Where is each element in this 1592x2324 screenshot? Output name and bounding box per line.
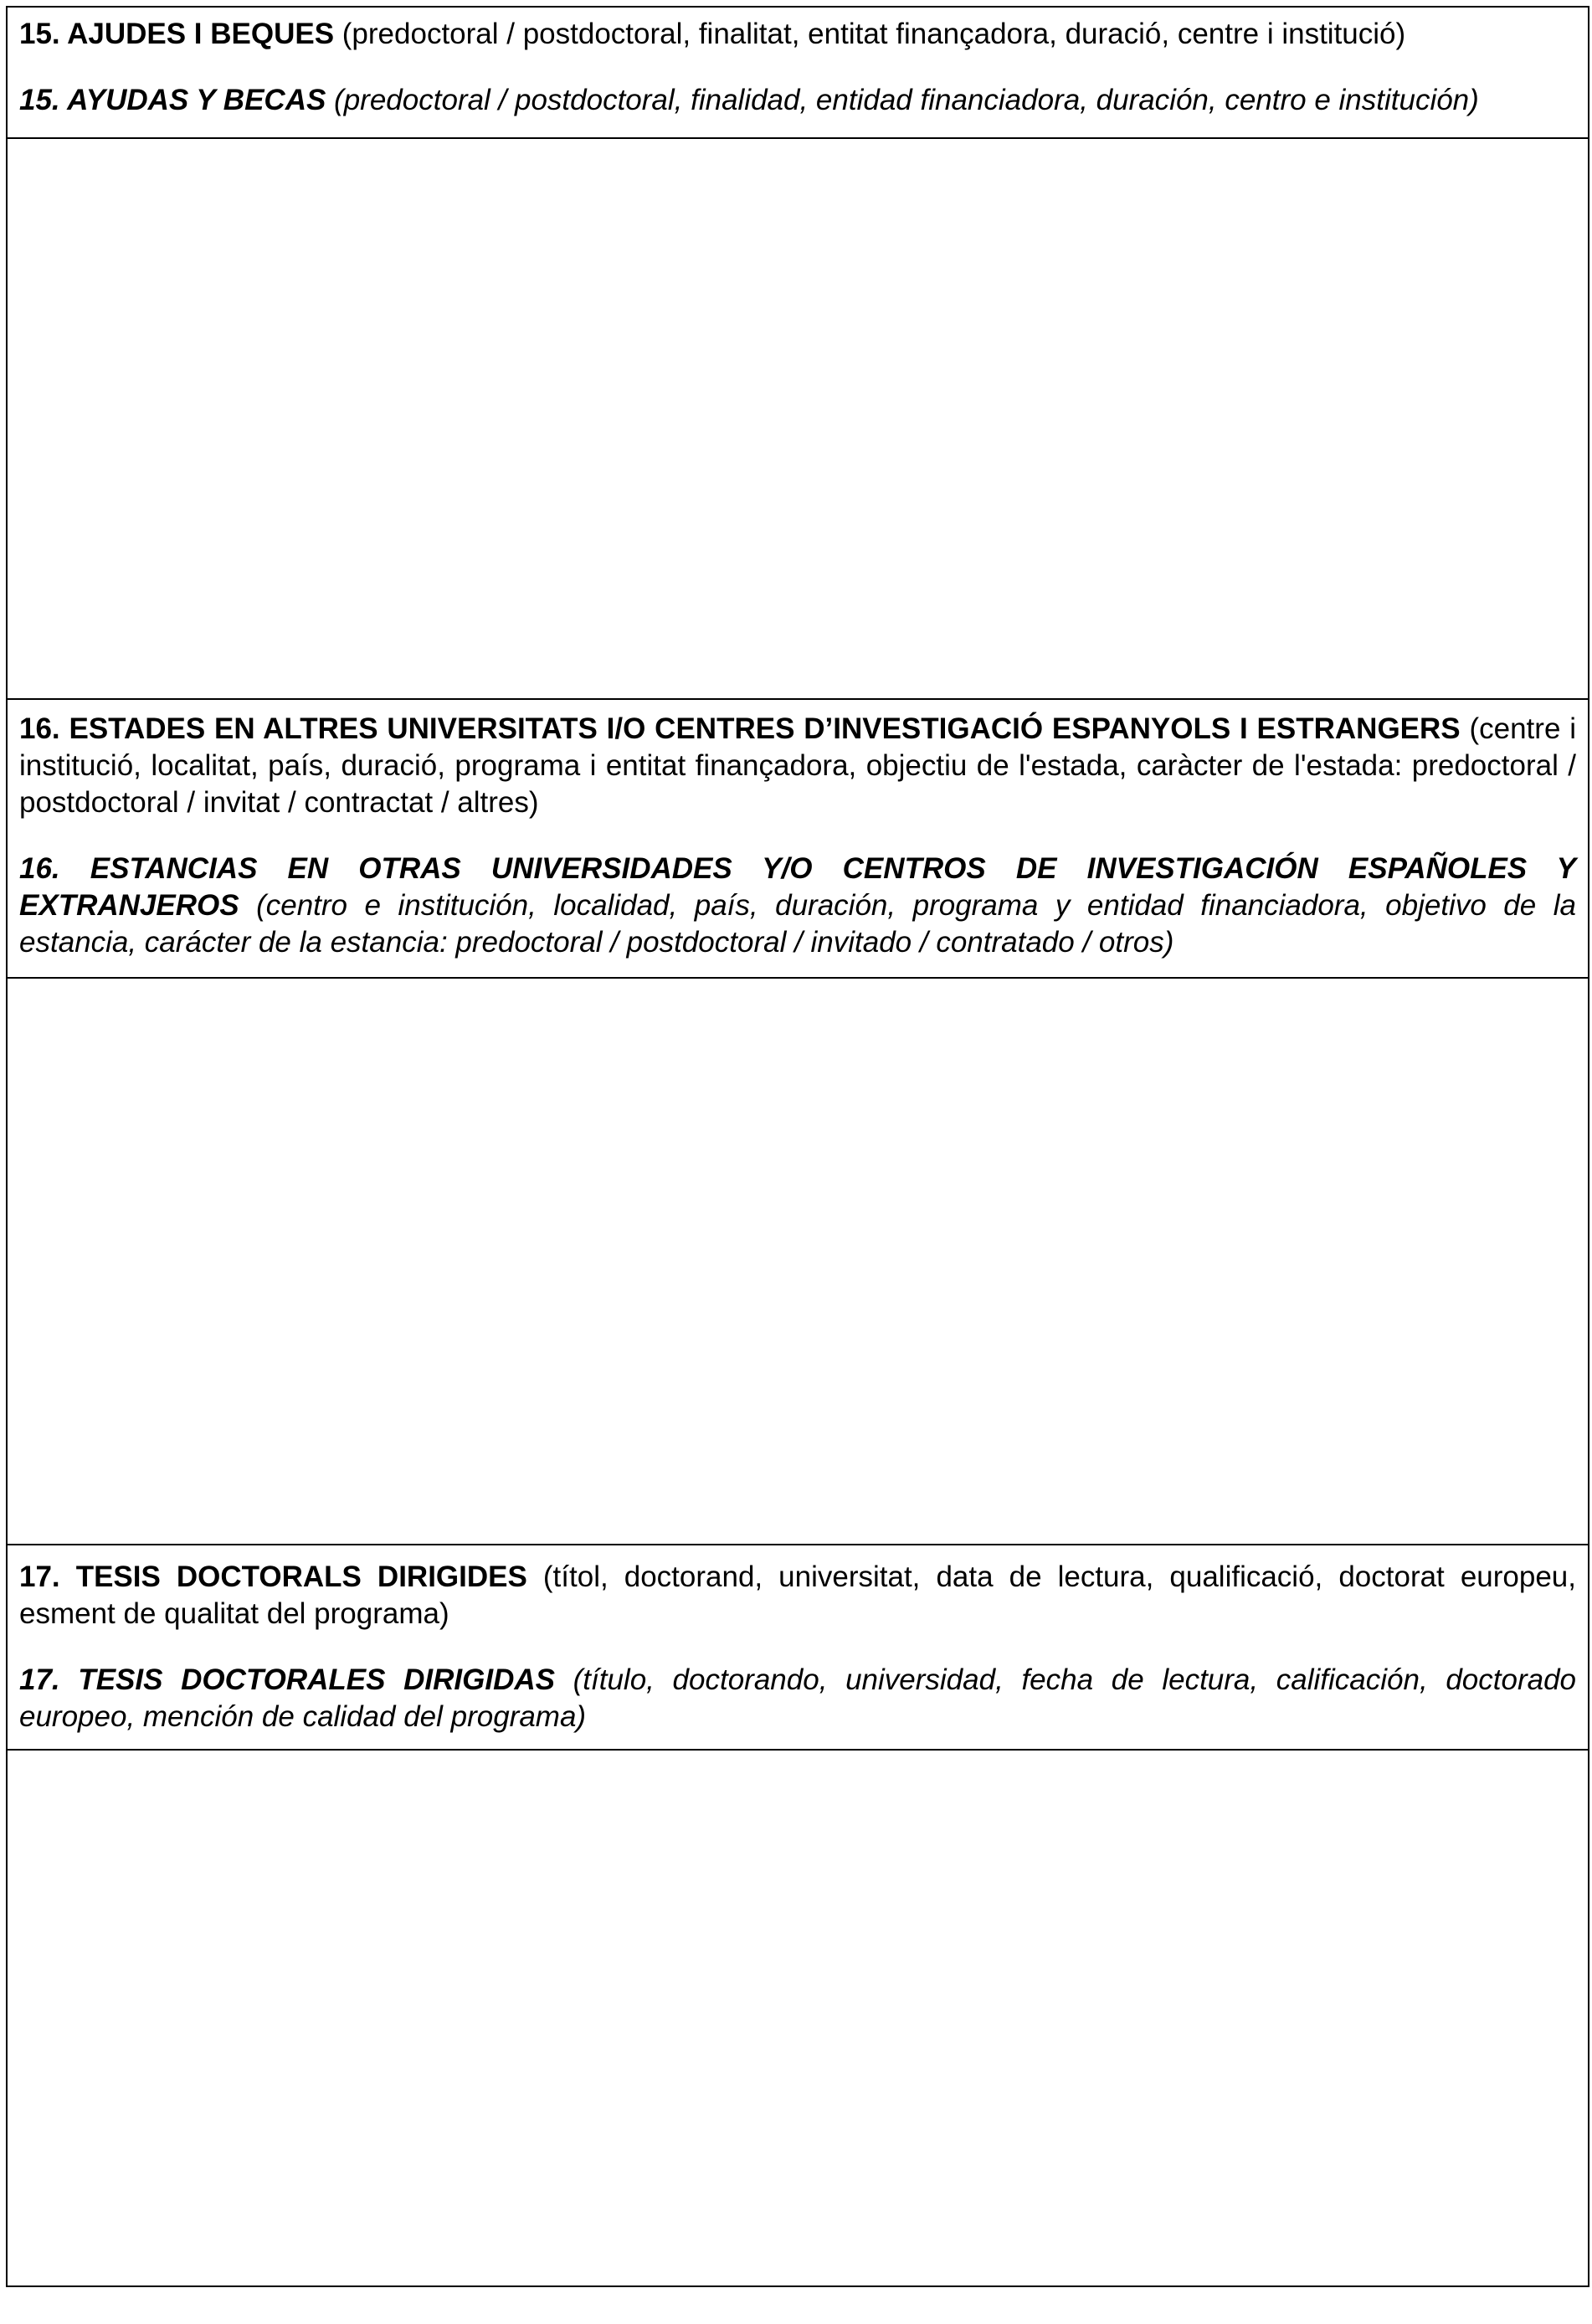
section-15-catalan: [19, 16, 1576, 53]
section-17-answer-field[interactable]: [8, 1751, 1588, 2287]
section-16-spanish-desc: (centro e institución, localidad, país, duración, programa y entidad financiadora, objetivo de la estancia, carácter de la estancia: predoctoral / postdoctoral / invitado / contratado / otros): [19, 889, 1576, 959]
section-17-header: [8, 1559, 1588, 1735]
section-16-answer-field[interactable]: [8, 979, 1588, 1544]
section-16-catalan-desc: (centre i institució, localitat, país, duració, programa i entitat finançadora, objectiu de l'estada, caràcter de l'estada: predoctoral / postdoctoral / invitat / contractat / altres): [19, 712, 1577, 819]
section-17-spanish: [19, 1662, 1576, 1735]
section-17-catalan-desc: (títol, doctorand, universitat, data de lectura, qualificació, doctorat europeu, esment de qualitat del programa): [19, 1560, 1576, 1630]
section-15-catalan-title: 15. AJUDES I BEQUES: [19, 18, 335, 50]
form-table: [6, 6, 1589, 2287]
section-17-catalan: [19, 1559, 1576, 1632]
section-16-catalan: [19, 711, 1576, 821]
section-16-spanish: [19, 851, 1576, 961]
section-15-spanish: [19, 82, 1576, 119]
section-15-answer-field[interactable]: [8, 139, 1588, 698]
section-16-catalan-title: 16. ESTADES EN ALTRES UNIVERSITATS I/O CENTRES D’INVESTIGACIÓ ESPANYOLS I ESTRANGERS: [19, 712, 1461, 745]
section-17-spanish-desc: (título, doctorando, universidad, fecha de lectura, calificación, doctorado europeo, mención de calidad del programa): [19, 1663, 1576, 1733]
section-16-header: [8, 711, 1588, 961]
section-15-catalan-desc: (predoctoral / postdoctoral, finalitat, entitat finançadora, duració, centre i institució): [334, 18, 1406, 50]
section-15-spanish-desc: (predoctoral / postdoctoral, finalidad, entidad financiadora, duración, centro e institución): [326, 84, 1479, 116]
section-15-spanish-title: 15. AYUDAS Y BECAS: [19, 84, 326, 116]
section-17-spanish-title: 17. TESIS DOCTORALES DIRIGIDAS: [19, 1663, 555, 1696]
divider: [8, 698, 1588, 700]
section-16-spanish-title: 16. ESTANCIAS EN OTRAS UNIVERSIDADES Y/O CENTROS DE INVESTIGACIÓN ESPAÑOLES Y EXTRANJEROS: [19, 852, 1576, 922]
section-15-header: [8, 16, 1588, 119]
divider: [8, 1544, 1588, 1545]
section-17-catalan-title: 17. TESIS DOCTORALS DIRIGIDES: [19, 1560, 527, 1593]
